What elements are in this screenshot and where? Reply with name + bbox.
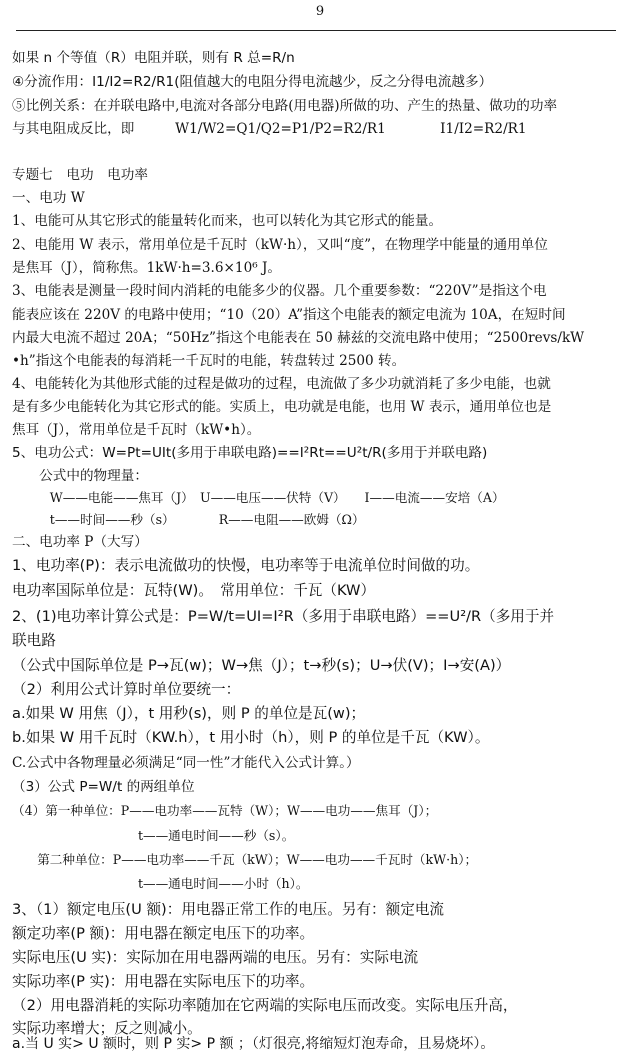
text-line: 实际功率增大；反之则减小。 — [12, 1020, 202, 1037]
text-line: a.如果 W 用焦（J），t 用秒(s)，则 P 的单位是瓦(w)； — [12, 705, 366, 722]
text-line: 是有多少电能转化为其它形式的能。实质上，电功就是电能，也用 W 表示，通用单位也是 — [12, 399, 552, 415]
text-line: C.公式中各物理量必须满足“同一性”才能代入公式计算。） — [12, 755, 360, 771]
unit-line: t——通电时间——秒（s）。 — [12, 828, 295, 843]
text-line: 如果 n 个等值（R）电阻并联，则有 R 总=R/n — [12, 50, 295, 66]
text-line: 电功率国际单位是：瓦特(W)。 常用单位：千瓦（KW） — [12, 582, 376, 599]
unit-line: （公式中国际单位是 P→瓦(w)；W→焦（J）；t→秒(s)；U→伏(V)；I→安(A)） — [12, 657, 511, 674]
formula-line: 5、电功公式：W=Pt=UIt(多用于串联电路)==I²Rt==U²t/R(多用于并联电路) — [12, 445, 488, 461]
header-rule — [16, 30, 616, 31]
text-line: 联电路 — [12, 632, 56, 649]
text-line: 是焦耳（J），简称焦。1kW·h=3.6×10⁶ J。 — [12, 260, 282, 276]
text-line: 内最大电流不超过 20A；“50Hz”指这个电能表在 50 赫兹的交流电路中使用；“2500revs/kW — [12, 330, 585, 346]
quantity-line: t——时间——秒（s） R——电阻——欧姆（Ω） — [12, 512, 365, 527]
text-line: 焦耳（J），常用单位是千瓦时（kW•h）。 — [12, 422, 261, 438]
text-line: 实际电压(U 实)：实际加在用电器两端的电压。另有：实际电流 — [12, 949, 419, 966]
unit-line: t——通电时间——小时（h）。 — [12, 876, 309, 891]
text-line: （2）利用公式计算时单位要统一： — [12, 681, 241, 698]
unit-line: （4）第一种单位：P——电功率——瓦特（W）；W——电功——焦耳（J）； — [12, 803, 438, 818]
text-line: 实际功率(P 实)：用电器在实际电压下的功率。 — [12, 973, 315, 990]
text-line: •h”指这个电能表的每消耗一千瓦时的电能，转盘转过 2500 转。 — [12, 353, 406, 369]
page-number: 9 — [315, 4, 325, 19]
text-line: 1、电能可从其它形式的能量转化而来，也可以转化为其它形式的能量。 — [12, 213, 443, 229]
subsection-heading: 一、电功 W — [12, 190, 85, 206]
text-line: a.当 U 实> U 额时，则 P 实> P 额 ；（灯很亮,将缩短灯泡寿命，且易烧坏）。 — [12, 1036, 495, 1052]
text-line: 1、电功率(P)：表示电流做功的快慢，电功率等于电流单位时间做的功。 — [12, 557, 480, 574]
subsection-heading: 二、电功率 P（大写） — [12, 534, 148, 550]
text-line: ④分流作用：I1/I2=R2/R1(阻值越大的电阻分得电流越少，反之分得电流越多） — [12, 74, 493, 90]
text-line: 4、电能转化为其他形式能的过程是做功的过程，电流做了多少功就消耗了多少电能，也就 — [12, 376, 551, 392]
text-line: 3、（1）额定电压(U 额)：用电器正常工作的电压。另有：额定电流 — [12, 901, 445, 918]
text-line: 额定功率(P 额)：用电器在额定电压下的功率。 — [12, 925, 315, 942]
text-line: 3、电能表是测量一段时间内消耗的电能多少的仪器。几个重要参数：“220V”是指这个电 — [12, 283, 547, 299]
text-line: b.如果 W 用千瓦时（KW.h），t 用小时（h），则 P 的单位是千瓦（KW）。 — [12, 729, 490, 746]
text-line: （3）公式 P=W/t 的两组单位 — [12, 779, 195, 795]
text-line: 与其电阻成反比，即 W1/W2=Q1/Q2=P1/P2=R2/R1 I1/I2=R2/R1 — [12, 121, 527, 137]
text-line: ⑤比例关系：在并联电路中,电流对各部分电路(用电器)所做的功、产生的热量、做功的功率 — [12, 98, 558, 114]
quantity-line: W——电能——焦耳（J） U——电压——伏特（V） I——电流——安培（A） — [12, 490, 505, 505]
text-line: （2）用电器消耗的实际功率随加在它两端的实际电压而改变。实际电压升高， — [12, 997, 518, 1014]
formula-line: 2、(1)电功率计算公式是：P=W/t=UI=I²R（多用于串联电路）==U²/R（多用于并 — [12, 608, 555, 625]
text-line: 能表应该在 220V 的电路中使用；“10（20）A”指这个电能表的额定电流为 10A，在短时间 — [12, 307, 566, 323]
section-heading: 专题七 电功 电功率 — [12, 167, 148, 183]
text-line: 公式中的物理量： — [12, 468, 148, 484]
text-line: 2、电能用 W 表示，常用单位是千瓦时（kW·h），又叫“度”，在物理学中能量的通用单位 — [12, 237, 548, 253]
unit-line: 第二种单位：P——电功率——千瓦（kW）；W——电功——千瓦时（kW·h）； — [12, 852, 478, 867]
